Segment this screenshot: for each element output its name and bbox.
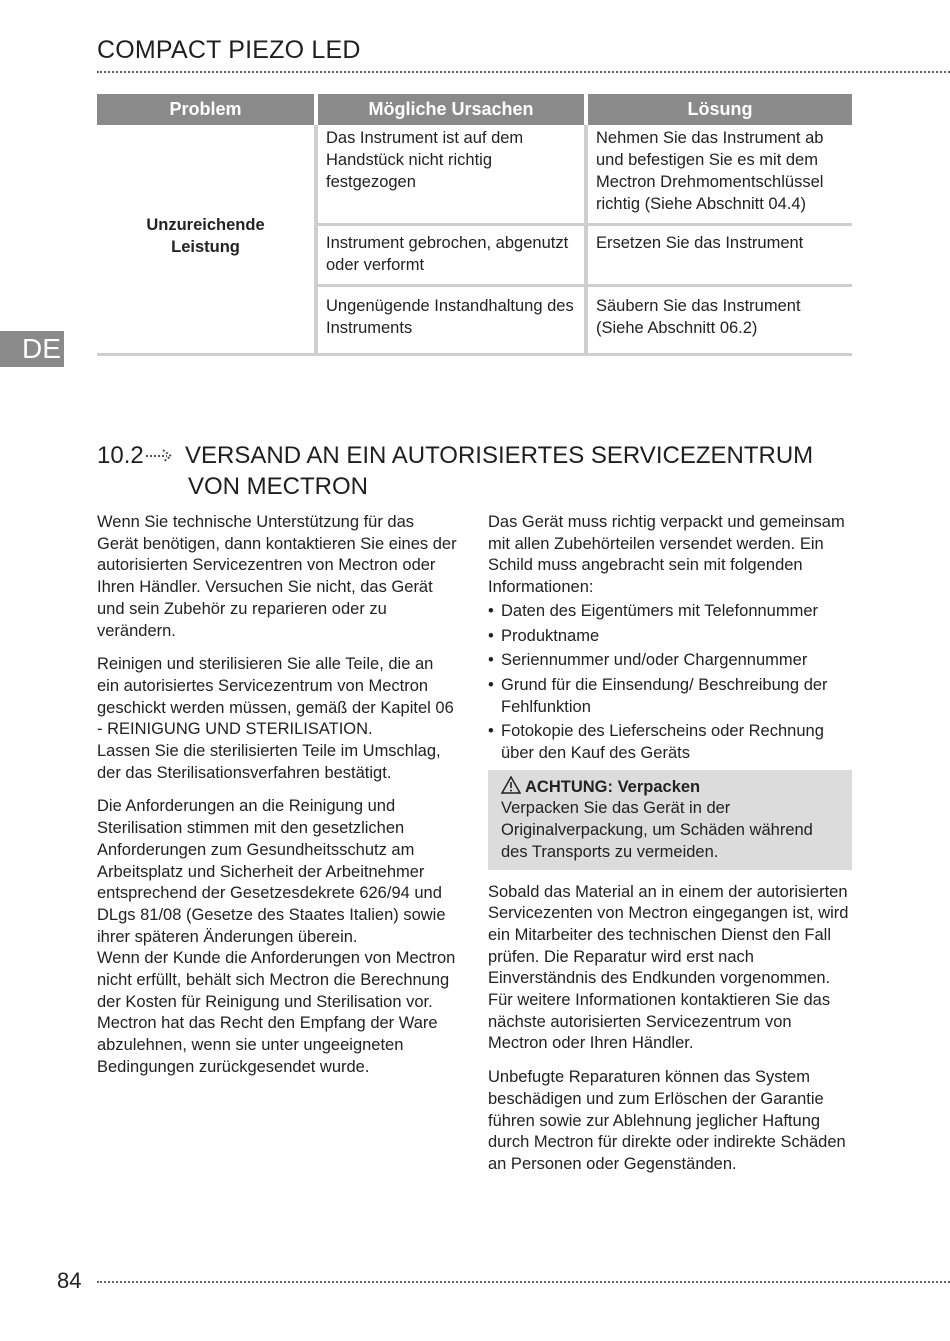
- list-item: • Produktname: [488, 626, 852, 648]
- cause-cell: Instrument gebrochen, abgenutzt oder verformt: [318, 226, 584, 287]
- list-item: • Fotokopie des Lieferscheins oder Rechnung über den Kauf des Geräts: [488, 721, 852, 764]
- solution-cell: Ersetzen Sie das Instrument: [588, 226, 852, 287]
- left-column: [97, 512, 459, 1091]
- section-heading: [97, 441, 813, 502]
- troubleshooting-table: [97, 94, 852, 356]
- paragraph: Das Gerät muss richtig verpackt und gemeinsam mit allen Zubehörteilen versendet werden. Ein Schild muss angebracht sein mit folgenden Informationen:: [488, 513, 845, 597]
- language-tab: DE: [0, 331, 64, 367]
- list-item: • Seriennummer und/oder Chargennummer: [488, 650, 852, 672]
- footer-dotted-rule: [97, 1281, 950, 1283]
- page-header-title: COMPACT PIEZO LED: [97, 36, 361, 64]
- table-row: [97, 125, 852, 226]
- paragraph: Sobald das Material an in einem der autorisierten Servicezenten von Mectron eingegangen ist, wird ein Mitarbeiter des technischen Dienst den Fall prüfen. Die Reparatur wird erst nach Einverständnis des Endkunden vorgenommen. Für weitere Informationen kontaktieren Sie das nächste autorisierten Servicezentrum von Mectron oder Ihren Händler.: [488, 882, 849, 1053]
- cause-cell: Das Instrument ist auf dem Handstück nicht richtig festgezogen: [318, 125, 584, 226]
- column-header-causes: Mögliche Ursachen: [318, 94, 584, 125]
- warning-triangle-icon: [501, 776, 521, 798]
- solution-cell: Säubern Sie das Instrument (Siehe Abschnitt 06.2): [588, 287, 852, 356]
- header-dotted-rule: [97, 71, 950, 73]
- right-column: [488, 512, 852, 1188]
- info-list: [488, 601, 852, 765]
- table-header-row: [97, 94, 852, 125]
- paragraph: Unbefugte Reparaturen können das System beschädigen und zum Erlöschen der Garantie führen sowie zur Ablehnung jeglicher Haftung durch Mectron für direkte oder indirekte Schäden an Personen oder Gegenständen.: [488, 1068, 846, 1173]
- paragraph: Die Anforderungen an die Reinigung und Sterilisation stimmen mit den gesetzlichen Anforderungen zum Gesundheitsschutz am Arbeitsplatz und Sicherheit der Arbeitnehmer entsprechend der Gesetzesdekrete 626/94 und DLgs 81/08 (Gesetze des Staates Italien) sowie ihrer späteren Änderungen überein. Wenn der Kunde die Anforderungen von Mectron nicht erfüllt, behält sich Mectron die Berechnung der Kosten für Reinigung und Sterilisation vor. Mectron hat das Recht den Empfang der Ware abzulehnen, wenn sie unter ungeeigneten Bedingungen zurückgesendet wurde.: [97, 797, 456, 1076]
- section-title-line1: VERSAND AN EIN AUTORISIERTES SERVICEZENTRUM: [185, 442, 814, 469]
- paragraph: Wenn Sie technische Unterstützung für das Gerät benötigen, dann kontaktieren Sie eines der autorisierten Servicezentren von Mectron oder Ihren Händler. Versuchen Sie nicht, das Gerät und sein Zubehör zu reparieren oder zu verändern.: [97, 513, 457, 640]
- dotted-arrow-icon: [145, 442, 185, 472]
- problem-cell: [97, 125, 314, 356]
- warning-title: ACHTUNG: Verpacken: [525, 777, 701, 796]
- section-number: 10.2: [97, 442, 144, 469]
- warning-box: [488, 770, 852, 870]
- list-item: • Daten des Eigentümers mit Telefonnummer: [488, 601, 852, 623]
- problem-label: Unzureichende Leistung: [146, 216, 265, 256]
- column-header-solution: Lösung: [588, 94, 852, 125]
- solution-cell: Nehmen Sie das Instrument ab und befestigen Sie es mit dem Mectron Drehmomentschlüssel richtig (Siehe Abschnitt 04.4): [588, 125, 852, 226]
- cause-cell: Ungenügende Instandhaltung des Instruments: [318, 287, 584, 356]
- warning-text: Verpacken Sie das Gerät in der Originalverpackung, um Schäden während des Transports zu vermeiden.: [501, 799, 813, 861]
- section-title-line2: VON MECTRON: [188, 473, 368, 500]
- column-header-problem: Problem: [97, 94, 314, 125]
- page-number: 84: [57, 1268, 82, 1293]
- list-item: • Grund für die Einsendung/ Beschreibung der Fehlfunktion: [488, 675, 852, 718]
- paragraph: Reinigen und sterilisieren Sie alle Teile, die an ein autorisiertes Servicezentrum von Mectron geschickt werden müssen, gemäß der Kapitel 06 - REINIGUNG UND STERILISATION. Lassen Sie die sterilisierten Teile im Umschlag, der das Sterilisationsverfahren bestätigt.: [97, 655, 454, 782]
